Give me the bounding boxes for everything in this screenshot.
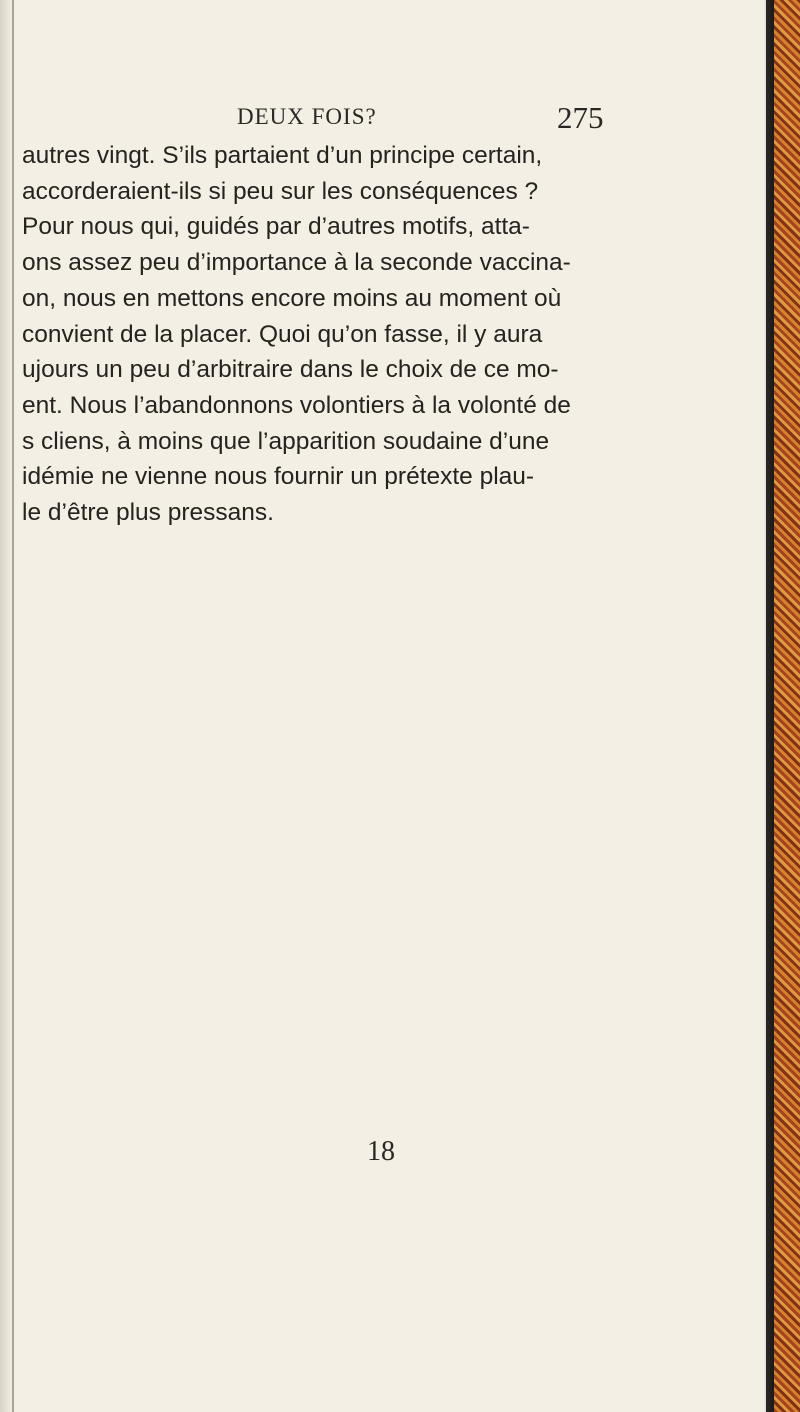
text-line: s cliens, à moins que l’apparition soudaine d’une xyxy=(22,427,550,455)
page-edge-shadow xyxy=(764,0,774,1412)
text-line: ons assez peu d’importance à la seconde vaccina- xyxy=(22,249,571,277)
page-number: 275 xyxy=(557,100,604,135)
text-line: on, nous en mettons encore moins au moment où xyxy=(22,284,562,312)
text-line: convient de la placer. Quoi qu’on fasse, il y aura xyxy=(22,320,543,348)
text-line: Pour nous qui, guidés par d’autres motifs, atta- xyxy=(22,213,530,241)
text-line: ujours un peu d’arbitraire dans le choix de ce mo- xyxy=(22,356,559,384)
text-line: idémie ne vienne nous fournir un prétexte plau- xyxy=(22,463,535,491)
text-line: accorderaient-ils si peu sur les conséquences ? xyxy=(22,177,539,205)
signature-mark: 18 xyxy=(367,1136,395,1167)
text-line: ent. Nous l’abandonnons volontiers à la volonté de xyxy=(22,391,571,419)
text-line: le d’être plus pressans. xyxy=(22,499,274,527)
text-line: autres vingt. S’ils partaient d’un principe certain, xyxy=(22,142,543,169)
body-paragraph xyxy=(22,138,722,531)
binding-edge-line xyxy=(12,0,14,1412)
decorative-edge-pattern xyxy=(774,0,800,1412)
running-head-title: DEUX FOIS? xyxy=(237,104,377,129)
